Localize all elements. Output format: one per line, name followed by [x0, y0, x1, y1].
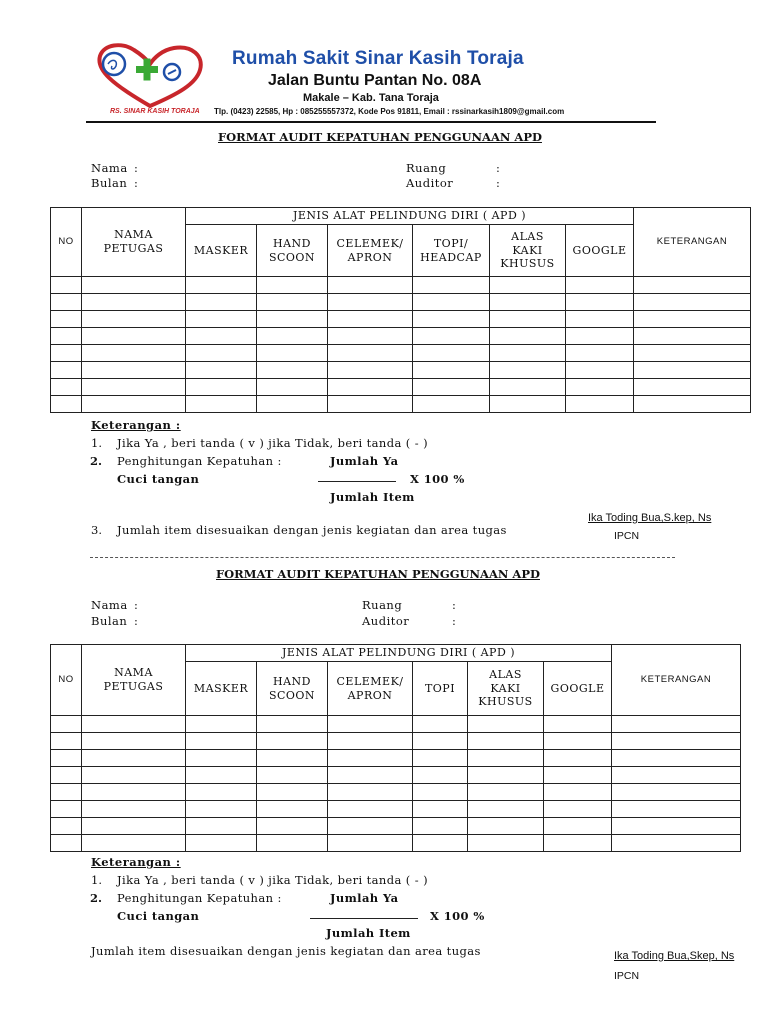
header-divider — [86, 121, 656, 123]
colon: : — [496, 176, 501, 190]
list-number: 2. — [90, 891, 103, 905]
section-2-cuci-tangan: Cuci tangan — [117, 909, 200, 923]
col-nama-petugas: NAMA PETUGAS — [82, 208, 186, 277]
table-row — [51, 277, 751, 294]
section-2-audit-table — [50, 644, 741, 852]
section-1-bulan-label: Bulan — [91, 176, 128, 190]
section-2-ruang-label: Ruang — [362, 598, 403, 612]
col-no: NO — [51, 208, 82, 277]
section-1-keterangan-heading: Keterangan : — [91, 418, 181, 432]
section-1-title: FORMAT AUDIT KEPATUHAN PENGGUNAAN APD — [218, 130, 542, 144]
hospital-address: Jalan Buntu Pantan No. 08A — [268, 72, 482, 89]
colon: : — [496, 161, 501, 175]
section-2-bulan-label: Bulan — [91, 614, 128, 628]
section-1-nama-label: Nama — [91, 161, 128, 175]
section-2-auditor-label: Auditor — [362, 614, 410, 628]
table-row — [51, 294, 751, 311]
col-keterangan: KETERANGAN — [612, 645, 741, 716]
section-1-auditor-label: Auditor — [406, 176, 454, 190]
fraction-line — [310, 918, 418, 919]
section-2-note-2: Penghitungan Kepatuhan : — [117, 891, 282, 905]
table-row — [51, 750, 741, 767]
list-number: 1. — [91, 436, 102, 450]
colon: : — [134, 614, 139, 628]
table-row — [51, 379, 751, 396]
section-2-keterangan-heading: Keterangan : — [91, 855, 181, 869]
section-2-multiplier: X 100 % — [430, 909, 485, 923]
table-row — [51, 396, 751, 413]
section-1-note-1: Jika Ya , beri tanda ( v ) jika Tidak, beri tanda ( - ) — [117, 436, 428, 450]
col-group-apd: JENIS ALAT PELINDUNG DIRI ( APD ) — [186, 645, 612, 662]
hospital-logo — [92, 40, 210, 112]
table-row — [51, 362, 751, 379]
cut-line-divider — [90, 557, 675, 558]
table-row — [51, 801, 741, 818]
col-hand-scoon: HAND SCOON — [257, 225, 328, 277]
col-google: GOOGLE — [544, 662, 612, 716]
section-1-cuci-tangan: Cuci tangan — [117, 472, 200, 486]
colon: : — [134, 161, 139, 175]
section-2-note-3: Jumlah item disesuaikan dengan jenis kegiatan dan area tugas — [91, 944, 481, 958]
section-1-multiplier: X 100 % — [410, 472, 465, 486]
section-1-denominator: Jumlah Item — [330, 490, 415, 504]
col-alas-kaki-khusus: ALAS KAKI KHUSUS — [468, 662, 544, 716]
section-2-nama-label: Nama — [91, 598, 128, 612]
col-masker: MASKER — [186, 662, 257, 716]
table-row — [51, 818, 741, 835]
table-row — [51, 835, 741, 852]
section-2-numerator: Jumlah Ya — [330, 891, 399, 905]
list-number: 3. — [91, 523, 102, 537]
section-1-audit-table — [50, 207, 751, 413]
hospital-contact: Tlp. (0423) 22585, Hp : 085255557372, Kode Pos 91811, Email : rssinarkasih1809@gmail.com — [214, 107, 565, 116]
section-1-note-2: Penghitungan Kepatuhan : — [117, 454, 282, 468]
col-hand-scoon: HAND SCOON — [257, 662, 328, 716]
col-celemek-apron: CELEMEK/ APRON — [328, 225, 413, 277]
table-row — [51, 345, 751, 362]
col-topi: TOPI — [413, 662, 468, 716]
section-2-signature-role: IPCN — [614, 970, 640, 982]
colon: : — [134, 598, 139, 612]
list-number: 1. — [91, 873, 102, 887]
hospital-city: Makale – Kab. Tana Toraja — [303, 92, 439, 104]
section-2-title: FORMAT AUDIT KEPATUHAN PENGGUNAAN APD — [216, 567, 540, 581]
colon: : — [134, 176, 139, 190]
section-1-numerator: Jumlah Ya — [330, 454, 399, 468]
section-1-signature-name: Ika Toding Bua,S.kep, Ns — [588, 512, 712, 524]
table-row — [51, 716, 741, 733]
section-2-note-1: Jika Ya , beri tanda ( v ) jika Tidak, beri tanda ( - ) — [117, 873, 428, 887]
table-row — [51, 328, 751, 345]
col-google: GOOGLE — [566, 225, 634, 277]
section-1-ruang-label: Ruang — [406, 161, 447, 175]
table-row — [51, 311, 751, 328]
colon: : — [452, 614, 457, 628]
table-row — [51, 767, 741, 784]
heart-logo-icon — [92, 40, 210, 112]
section-2-signature-name: Ika Toding Bua,Skep, Ns — [614, 950, 735, 962]
table-row — [51, 784, 741, 801]
table-row — [51, 733, 741, 750]
fraction-line — [318, 481, 396, 482]
section-2-denominator: Jumlah Item — [326, 926, 411, 940]
hospital-name: Rumah Sakit Sinar Kasih Toraja — [232, 48, 524, 69]
col-masker: MASKER — [186, 225, 257, 277]
logo-caption: RS. SINAR KASIH TORAJA — [110, 108, 200, 115]
col-no: NO — [51, 645, 82, 716]
col-keterangan: KETERANGAN — [634, 208, 751, 277]
col-group-apd: JENIS ALAT PELINDUNG DIRI ( APD ) — [186, 208, 634, 225]
col-celemek-apron: CELEMEK/ APRON — [328, 662, 413, 716]
col-topi-headcap: TOPI/ HEADCAP — [413, 225, 490, 277]
colon: : — [452, 598, 457, 612]
col-alas-kaki-khusus: ALAS KAKI KHUSUS — [490, 225, 566, 277]
section-1-note-3: Jumlah item disesuaikan dengan jenis kegiatan dan area tugas — [117, 523, 507, 537]
col-nama-petugas: NAMA PETUGAS — [82, 645, 186, 716]
list-number: 2. — [90, 454, 103, 468]
section-1-signature-role: IPCN — [614, 530, 640, 542]
